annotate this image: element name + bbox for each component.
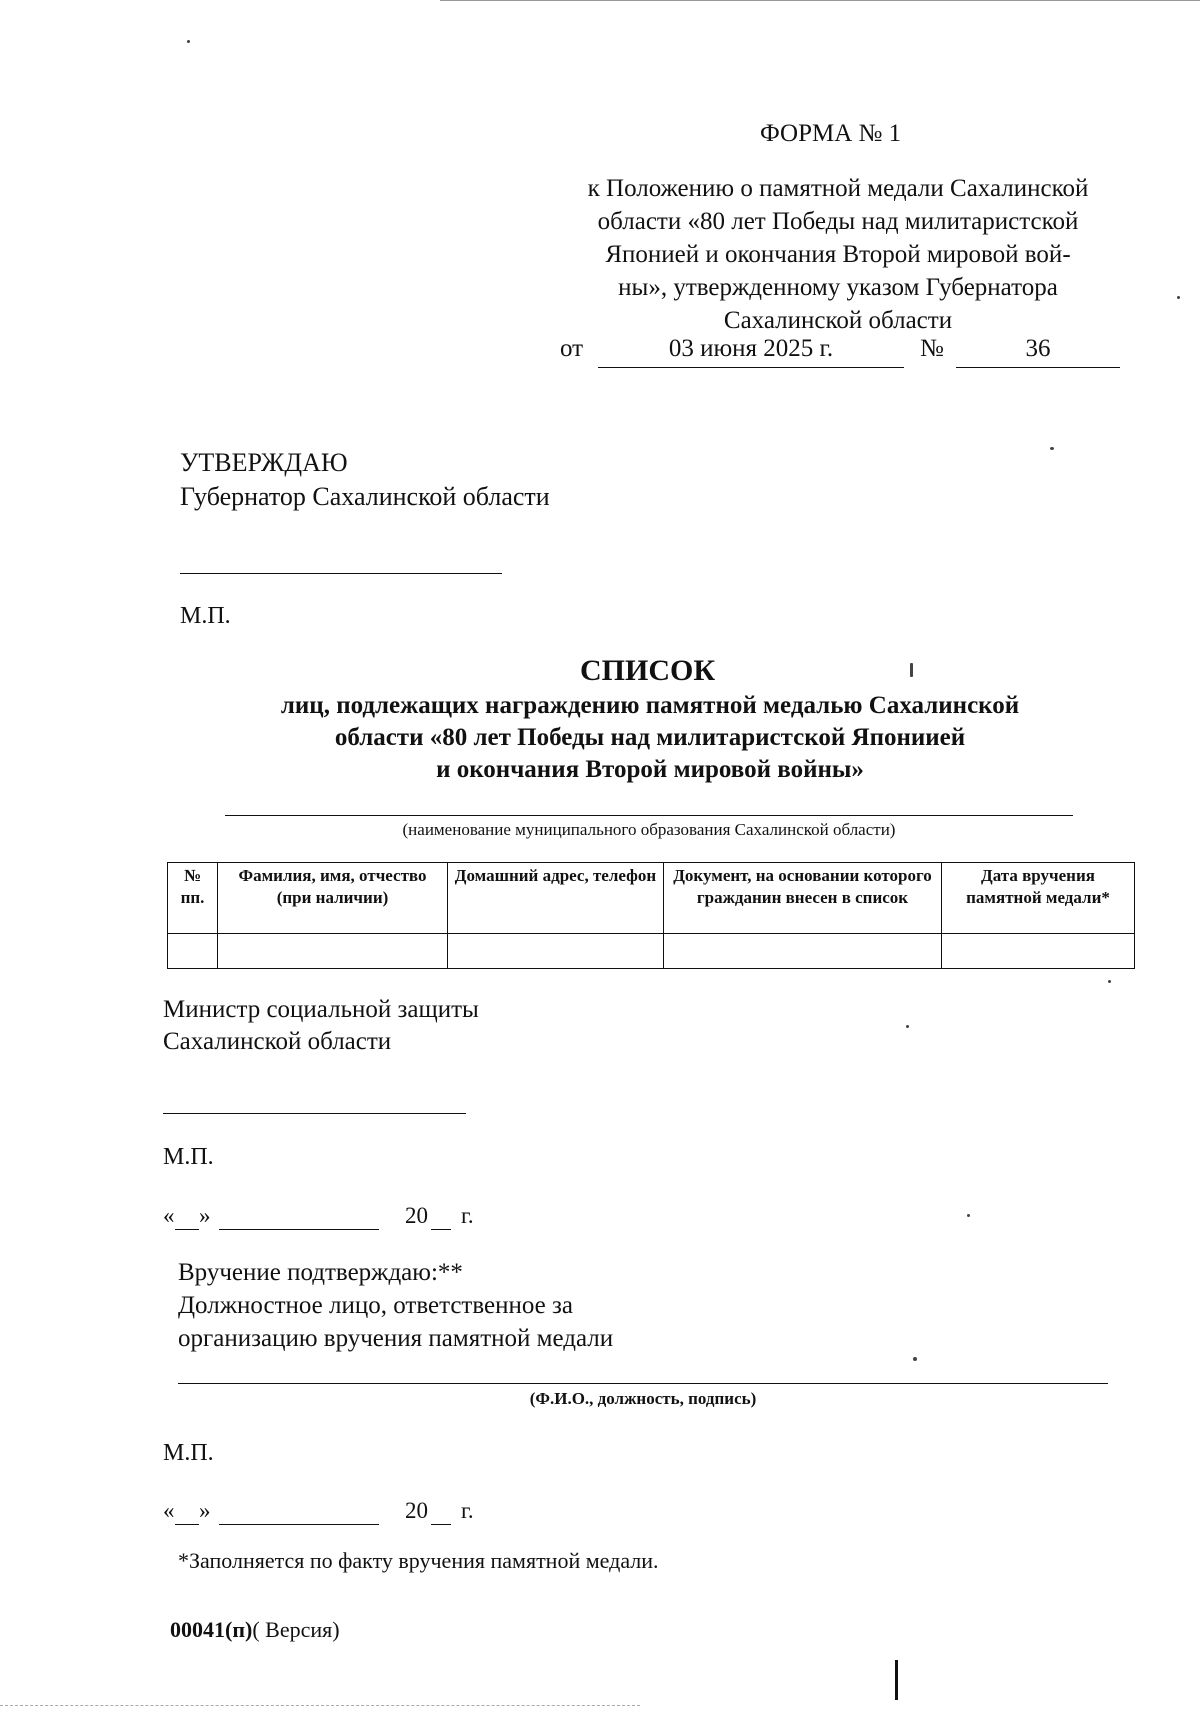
governor-signature-line[interactable] — [180, 573, 502, 574]
municipality-caption: (наименование муниципального образования Сахалинской области) — [402, 820, 896, 839]
column-header-award-date: Дата вручения памятной медали* — [942, 863, 1135, 934]
approve-subtitle: Губернатор Сахалинской области — [180, 482, 550, 511]
date-quote-close: » — [199, 1203, 211, 1228]
from-label: от — [560, 335, 584, 362]
table-row — [168, 934, 1135, 969]
decree-date: 03 июня 2025 г. — [598, 335, 904, 368]
regulation-line: ны», утвержденному указом Губернатора — [618, 274, 1058, 301]
municipality-input-line[interactable] — [225, 815, 1073, 816]
regulation-line: области «80 лет Победы над милитаристской — [597, 208, 1079, 235]
day-blank[interactable] — [175, 1229, 199, 1230]
table-cell[interactable] — [218, 934, 448, 969]
footnote: *Заполняется по факту вручения памятной медали. — [178, 1548, 659, 1573]
table-cell[interactable] — [168, 934, 218, 969]
date-quote-close: » — [199, 1498, 211, 1523]
list-subtitle-line: области «80 лет Победы над милитаристской Япониией — [334, 724, 966, 751]
table-cell[interactable] — [448, 934, 664, 969]
decree-date-number — [560, 335, 1130, 371]
column-header-address: Домашний адрес, телефон — [448, 863, 664, 934]
regulation-line: Сахалинской области — [723, 307, 953, 334]
list-subtitle — [200, 690, 1100, 786]
confirmation-title: Вручение подтверждаю:** — [178, 1259, 463, 1286]
approve-title: УТВЕРЖДАЮ — [180, 448, 348, 477]
decree-number: 36 — [956, 335, 1120, 368]
minister-title: Министр социальной защиты — [163, 996, 479, 1023]
column-header-number: № пп. — [168, 863, 218, 934]
table-cell[interactable] — [942, 934, 1135, 969]
confirmation-date-row — [163, 1498, 503, 1528]
scan-speck — [906, 1025, 909, 1028]
scan-speck — [1177, 296, 1180, 299]
confirmation-line: Должностное лицо, ответственное за — [178, 1292, 573, 1319]
minister-signature-line[interactable] — [163, 1113, 466, 1114]
document-code-number: 00041(п) — [170, 1617, 253, 1642]
document-code-version: ( Версия) — [252, 1617, 340, 1642]
day-blank[interactable] — [175, 1524, 199, 1525]
number-label: № — [920, 335, 944, 362]
column-header-document: Документ, на основании которого гражданин внесен в список — [664, 863, 942, 934]
scan-speck — [1050, 447, 1054, 450]
month-blank[interactable] — [219, 1229, 379, 1230]
year-suffix: г. — [461, 1203, 474, 1228]
scan-speck — [967, 1214, 970, 1217]
scan-speck — [187, 40, 190, 43]
form-title: ФОРМА № 1 — [760, 120, 902, 147]
month-blank[interactable] — [219, 1524, 379, 1525]
stamp-place: М.П. — [180, 603, 231, 629]
document-code — [170, 1617, 340, 1643]
list-subtitle-line: лиц, подлежащих награждению памятной медалью Сахалинской — [280, 692, 1020, 719]
table-cell[interactable] — [664, 934, 942, 969]
scan-edge-bottom — [0, 1705, 640, 1706]
minister-date-row — [163, 1203, 503, 1233]
column-header-name: Фамилия, имя, отчество (при наличии) — [218, 863, 448, 934]
award-table — [167, 862, 1135, 969]
confirmation-line: организацию вручения памятной медали — [178, 1325, 614, 1352]
official-caption: (Ф.И.О., должность, подпись) — [529, 1389, 757, 1408]
date-quote-open: « — [163, 1203, 175, 1228]
date-quote-open: « — [163, 1498, 175, 1523]
stamp-place: М.П. — [163, 1144, 214, 1170]
list-title: СПИСОК — [580, 654, 716, 687]
scan-speck — [913, 1357, 917, 1361]
year-blank[interactable] — [431, 1229, 451, 1230]
year-blank[interactable] — [431, 1524, 451, 1525]
year-prefix: 20 — [405, 1498, 428, 1523]
stamp-place: М.П. — [163, 1440, 214, 1466]
year-prefix: 20 — [405, 1203, 428, 1228]
scan-speck — [1108, 980, 1111, 983]
scan-margin-mark — [895, 1660, 898, 1700]
table-header-row — [168, 863, 1135, 934]
scan-speck — [910, 663, 913, 677]
year-suffix: г. — [461, 1498, 474, 1523]
regulation-reference — [548, 172, 1128, 337]
list-subtitle-line: и окончания Второй мировой войны» — [436, 756, 864, 783]
regulation-line: Японией и окончания Второй мировой вой- — [605, 241, 1071, 268]
scan-edge-top — [440, 0, 1200, 1]
minister-subtitle: Сахалинской области — [163, 1028, 392, 1055]
official-signature-line[interactable] — [178, 1383, 1108, 1384]
regulation-line: к Положению о памятной медали Сахалинской — [587, 175, 1089, 202]
